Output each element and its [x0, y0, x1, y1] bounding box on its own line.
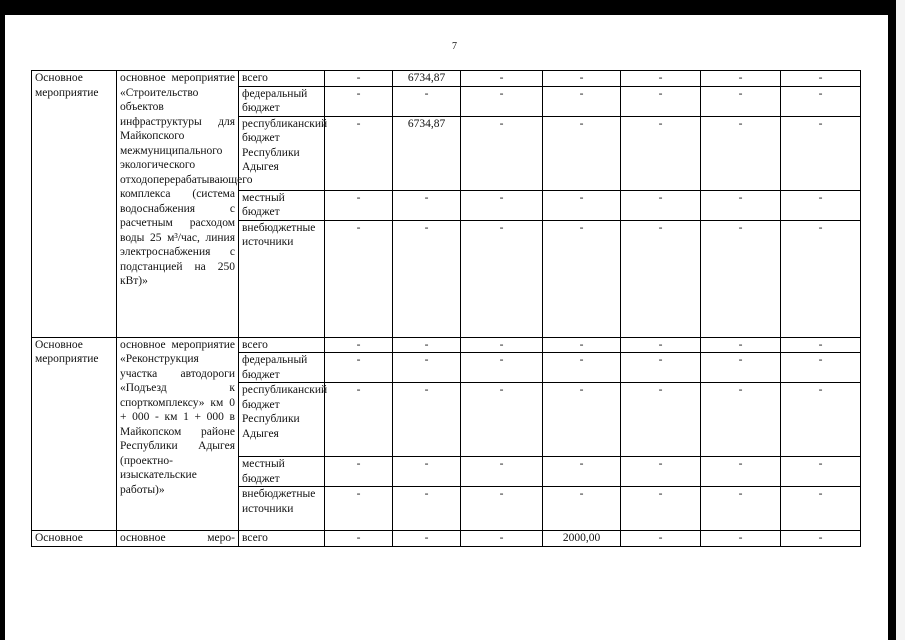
activity-description-cell: основное мероприятие «Реконструкция участка автодороги «Подъезд к спорткомплексу» км 0 + 000 - км 1 + 000 в Майкопском районе Республики Адыгея (проектно-изыскательские работы)»	[117, 337, 239, 531]
funding-source-cell: федеральный бюджет	[239, 353, 325, 383]
value-cell: -	[461, 457, 543, 487]
value-cell: -	[701, 337, 781, 353]
activity-description-cell: основное мероприятие «Строительство объектов инфраструктуры для Майкопского межмуниципального экологического отходоперерабатывающего комплекса (система водоснабжения с расчетным расходом воды 25 м³/час, линия электроснабжения с подстанцией на 250 кВт)»	[117, 71, 239, 338]
value-cell: -	[461, 353, 543, 383]
value-cell: -	[543, 383, 621, 457]
value-cell: -	[325, 531, 393, 547]
value-cell: -	[781, 383, 861, 457]
value-cell: -	[325, 383, 393, 457]
funding-source-cell: республиканский бюджет Республики Адыгея	[239, 116, 325, 190]
value-cell: -	[461, 487, 543, 531]
value-cell: -	[393, 531, 461, 547]
value-cell: -	[325, 116, 393, 190]
value-cell: -	[393, 487, 461, 531]
value-cell: -	[325, 86, 393, 116]
funding-source-cell: всего	[239, 71, 325, 87]
value-cell: -	[781, 116, 861, 190]
table-row	[32, 337, 861, 353]
value-cell: -	[701, 220, 781, 337]
funding-source-cell: всего	[239, 337, 325, 353]
value-cell: -	[621, 383, 701, 457]
value-cell: -	[621, 353, 701, 383]
value-cell: 6734,87	[393, 71, 461, 87]
value-cell: -	[701, 116, 781, 190]
value-cell: -	[393, 353, 461, 383]
value-cell: -	[621, 190, 701, 220]
value-cell: -	[393, 190, 461, 220]
value-cell: -	[701, 353, 781, 383]
scan-border	[888, 0, 896, 640]
value-cell: -	[621, 116, 701, 190]
value-cell: -	[781, 220, 861, 337]
budget-table	[31, 70, 861, 547]
value-cell: -	[393, 457, 461, 487]
value-cell: -	[543, 116, 621, 190]
value-cell: -	[781, 71, 861, 87]
value-cell: -	[701, 383, 781, 457]
value-cell: -	[461, 116, 543, 190]
value-cell: -	[393, 220, 461, 337]
activity-type-cell: Основное мероприятие	[32, 71, 117, 338]
value-cell: -	[701, 71, 781, 87]
value-cell: -	[543, 337, 621, 353]
value-cell: 6734,87	[393, 116, 461, 190]
value-cell: -	[543, 457, 621, 487]
funding-source-cell: местный бюджет	[239, 190, 325, 220]
scan-edge	[896, 0, 905, 640]
value-cell: -	[621, 531, 701, 547]
funding-source-cell: местный бюджет	[239, 457, 325, 487]
value-cell: -	[543, 190, 621, 220]
value-cell: -	[461, 383, 543, 457]
value-cell: -	[461, 337, 543, 353]
value-cell: -	[781, 353, 861, 383]
value-cell: -	[325, 487, 393, 531]
value-cell: -	[543, 487, 621, 531]
value-cell: -	[393, 86, 461, 116]
activity-type-cell: Основное	[32, 531, 117, 547]
value-cell: -	[325, 190, 393, 220]
funding-source-cell: всего	[239, 531, 325, 547]
value-cell: -	[325, 220, 393, 337]
value-cell: -	[461, 190, 543, 220]
value-cell: -	[461, 220, 543, 337]
value-cell: -	[621, 86, 701, 116]
value-cell: -	[543, 353, 621, 383]
value-cell: -	[621, 487, 701, 531]
value-cell: -	[325, 71, 393, 87]
value-cell: -	[701, 190, 781, 220]
activity-type-cell: Основное мероприятие	[32, 337, 117, 531]
value-cell: -	[781, 531, 861, 547]
value-cell: -	[325, 337, 393, 353]
scan-border	[0, 0, 900, 15]
funding-source-cell: республиканский бюджет Республики Адыгея	[239, 383, 325, 457]
value-cell: -	[393, 383, 461, 457]
funding-source-cell: внебюджетные источники	[239, 487, 325, 531]
value-cell: -	[701, 531, 781, 547]
value-cell: -	[621, 71, 701, 87]
value-cell: -	[781, 337, 861, 353]
value-cell: -	[781, 190, 861, 220]
value-cell: -	[461, 86, 543, 116]
funding-source-cell: внебюджетные источники	[239, 220, 325, 337]
funding-source-cell: федеральный бюджет	[239, 86, 325, 116]
value-cell: -	[543, 71, 621, 87]
value-cell: -	[325, 353, 393, 383]
scan-border	[0, 0, 5, 640]
value-cell: -	[701, 487, 781, 531]
value-cell: -	[325, 457, 393, 487]
table-row	[32, 531, 861, 547]
activity-description-cell: основное меро-	[117, 531, 239, 547]
value-cell: -	[393, 337, 461, 353]
value-cell: -	[543, 220, 621, 337]
value-cell: -	[543, 86, 621, 116]
value-cell: -	[461, 71, 543, 87]
value-cell: -	[781, 86, 861, 116]
value-cell: -	[621, 457, 701, 487]
value-cell: -	[781, 487, 861, 531]
page-number: 7	[452, 41, 457, 52]
value-cell: -	[701, 86, 781, 116]
table-row	[32, 71, 861, 87]
value-cell: -	[781, 457, 861, 487]
value-cell: -	[621, 337, 701, 353]
value-cell: -	[621, 220, 701, 337]
value-cell: 2000,00	[543, 531, 621, 547]
value-cell: -	[461, 531, 543, 547]
value-cell: -	[701, 457, 781, 487]
